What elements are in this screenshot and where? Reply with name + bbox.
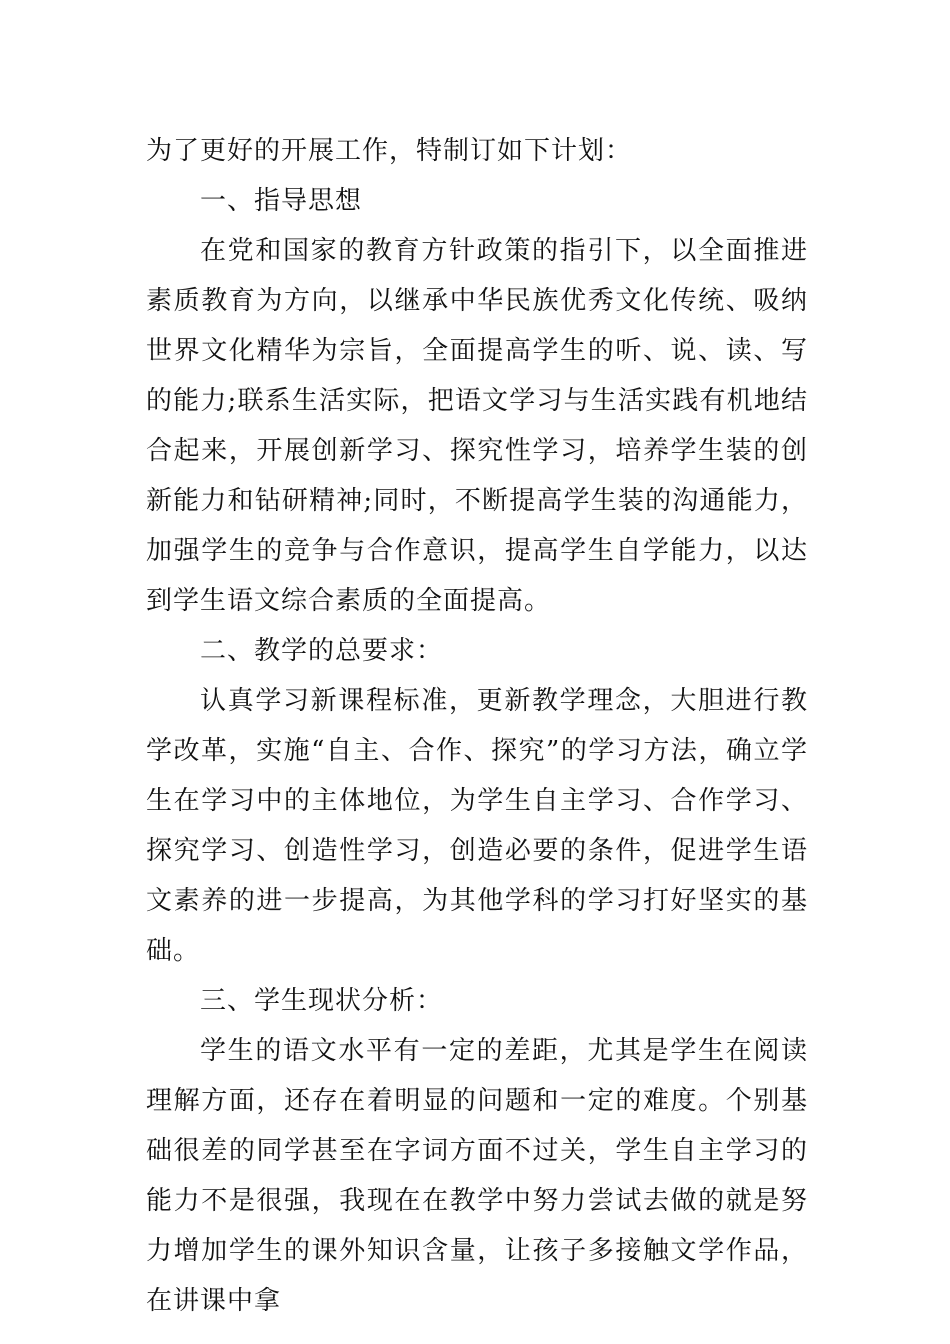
teaching-requirements-paragraph: 认真学习新课程标准，更新教学理念，大胆进行教学改革，实施“自主、合作、探究”的学习方法，确立学生在学习中的主体地位，为学生自主学习、合作学习、探究学习、创造性学习，创造必要的条件，促进学生语文素养的进一步提高，为其他学科的学习打好坚实的基础。 [146, 686, 808, 966]
section-heading-guiding-thought: 一、指导思想 [200, 186, 363, 216]
document-body [146, 126, 808, 1326]
student-analysis-paragraph: 学生的语文水平有一定的差距，尤其是学生在阅读理解方面，还存在着明显的问题和一定的难度。个别基础很差的同学甚至在字词方面不过关，学生自主学习的能力不是很强，我现在在教学中努力尝试去做的就是努力增加学生的课外知识含量，让孩子多接触文学作品，在讲课中拿 [146, 1036, 808, 1316]
section-heading-teaching-requirements: 二、教学的总要求： [200, 636, 444, 666]
guiding-thought-paragraph: 在党和国家的教育方针政策的指引下，以全面推进素质教育为方向，以继承中华民族优秀文化传统、吸纳世界文化精华为宗旨，全面提高学生的听、说、读、写的能力;联系生活实际，把语文学习与生活实践有机地结合起来，开展创新学习、探究性学习，培养学生装的创新能力和钻研精神;同时，不断提高学生装的沟通能力，加强学生的竞争与合作意识，提高学生自学能力，以达到学生语文综合素质的全面提高。 [146, 236, 808, 616]
section-heading-student-analysis: 三、学生现状分析： [200, 986, 444, 1016]
intro-paragraph: 为了更好的开展工作，特制订如下计划： [146, 136, 633, 166]
